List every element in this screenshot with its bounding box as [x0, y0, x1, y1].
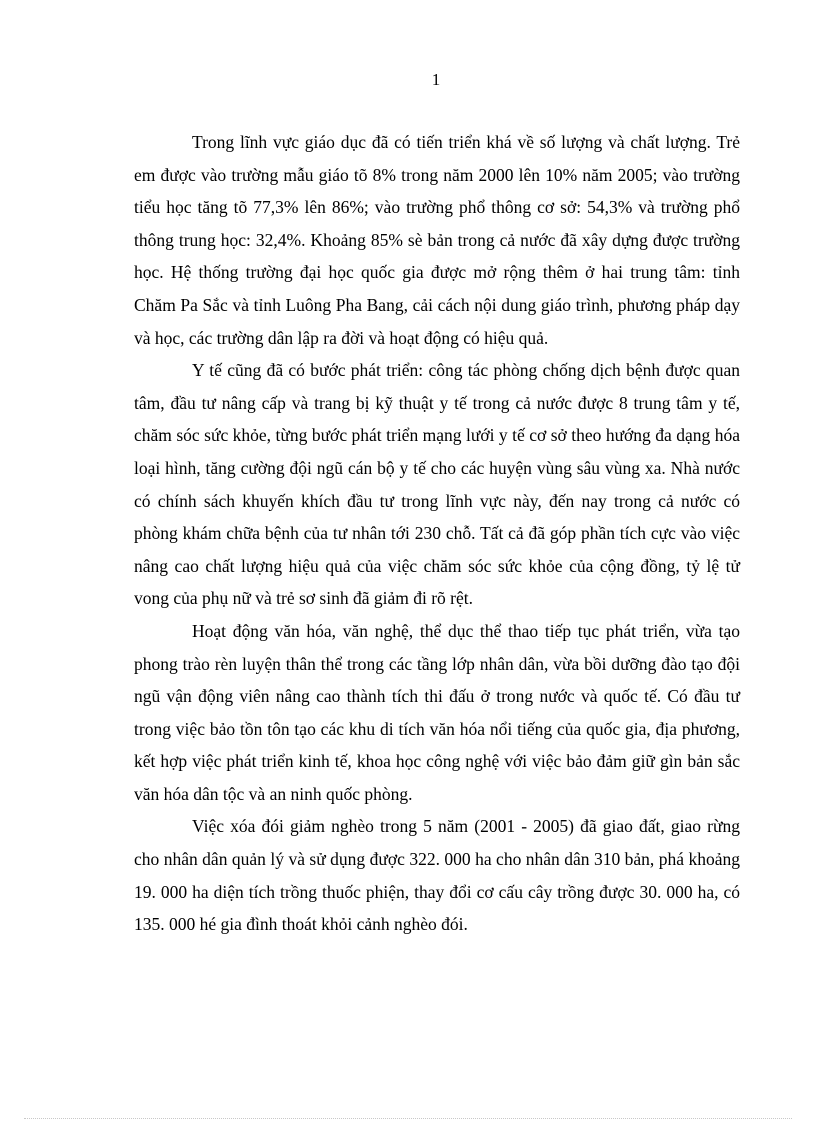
paragraph-healthcare: Y tế cũng đã có bước phát triển: công tác phòng chống dịch bệnh được quan tâm, đầu tư nâng cấp và trang bị kỹ thuật y tế trong cả nước được 8 trung tâm y tế, chăm sóc sức khỏe, từng bước phát triển mạng lưới y tế cơ sở theo hướng đa dạng hóa loại hình, tăng cường đội ngũ cán bộ y tế cho các huyện vùng sâu vùng xa. Nhà nước có chính sách khuyến khích đầu tư trong lĩnh vực này, đến nay trong cả nước có phòng khám chữa bệnh của tư nhân tới 230 chỗ. Tất cả đã góp phần tích cực vào việc nâng cao chất lượng hiệu quả của việc chăm sóc sức khỏe của cộng đồng, tỷ lệ tử vong của phụ nữ và trẻ sơ sinh đã giảm đi rõ rệt.: [134, 360, 740, 609]
paragraph-poverty-reduction: Việc xóa đói giảm nghèo trong 5 năm (2001 - 2005) đã giao đất, giao rừng cho nhân dân quản lý và sử dụng được 322. 000 ha cho nhân dân 310 bản, phá khoảng 19. 000 ha diện tích trồng thuốc phiện, thay đổi cơ cấu cây trồng được 30. 000 ha, có 135. 000 hé gia đình thoát khỏi cảnh nghèo đói.: [134, 816, 740, 935]
document-body: [134, 126, 740, 941]
paragraph-culture-sports: Hoạt động văn hóa, văn nghệ, thể dục thể thao tiếp tục phát triển, vừa tạo phong trào rèn luyện thân thể trong các tầng lớp nhân dân, vừa bồi dưỡng đào tạo đội ngũ vận động viên nâng cao thành tích thi đấu ở trong nước và quốc tế. Có đầu tư trong việc bảo tồn tôn tạo các khu di tích văn hóa nổi tiếng của quốc gia, địa phương, kết hợp việc phát triển kinh tế, khoa học công nghệ với việc bảo đảm giữ gìn bản sắc văn hóa dân tộc và an ninh quốc phòng.: [134, 620, 740, 804]
paragraph-education: Trong lĩnh vực giáo dục đã có tiến triển khá về số lượng và chất lượng. Trẻ em được vào trường mẫu giáo tõ 8% trong năm 2000 lên 10% năm 2005; vào trường tiểu học tăng tõ 77,3% lên 86%; vào trường phổ thông cơ sở: 54,3% và trường phổ thông trung học: 32,4%. Khoảng 85% sè bản trong cả nước đã xây dựng được trường học. Hệ thống trường đại học quốc gia được mở rộng thêm ở hai trung tâm: tỉnh Chăm Pa Sắc và tỉnh Luông Pha Bang, cải cách nội dung giáo trình, phương pháp dạy và học, các trường dân lập ra đời và hoạt động có hiệu quả.: [134, 132, 740, 348]
page-bottom-divider: [24, 1118, 792, 1119]
page-number: 1: [431, 70, 441, 89]
